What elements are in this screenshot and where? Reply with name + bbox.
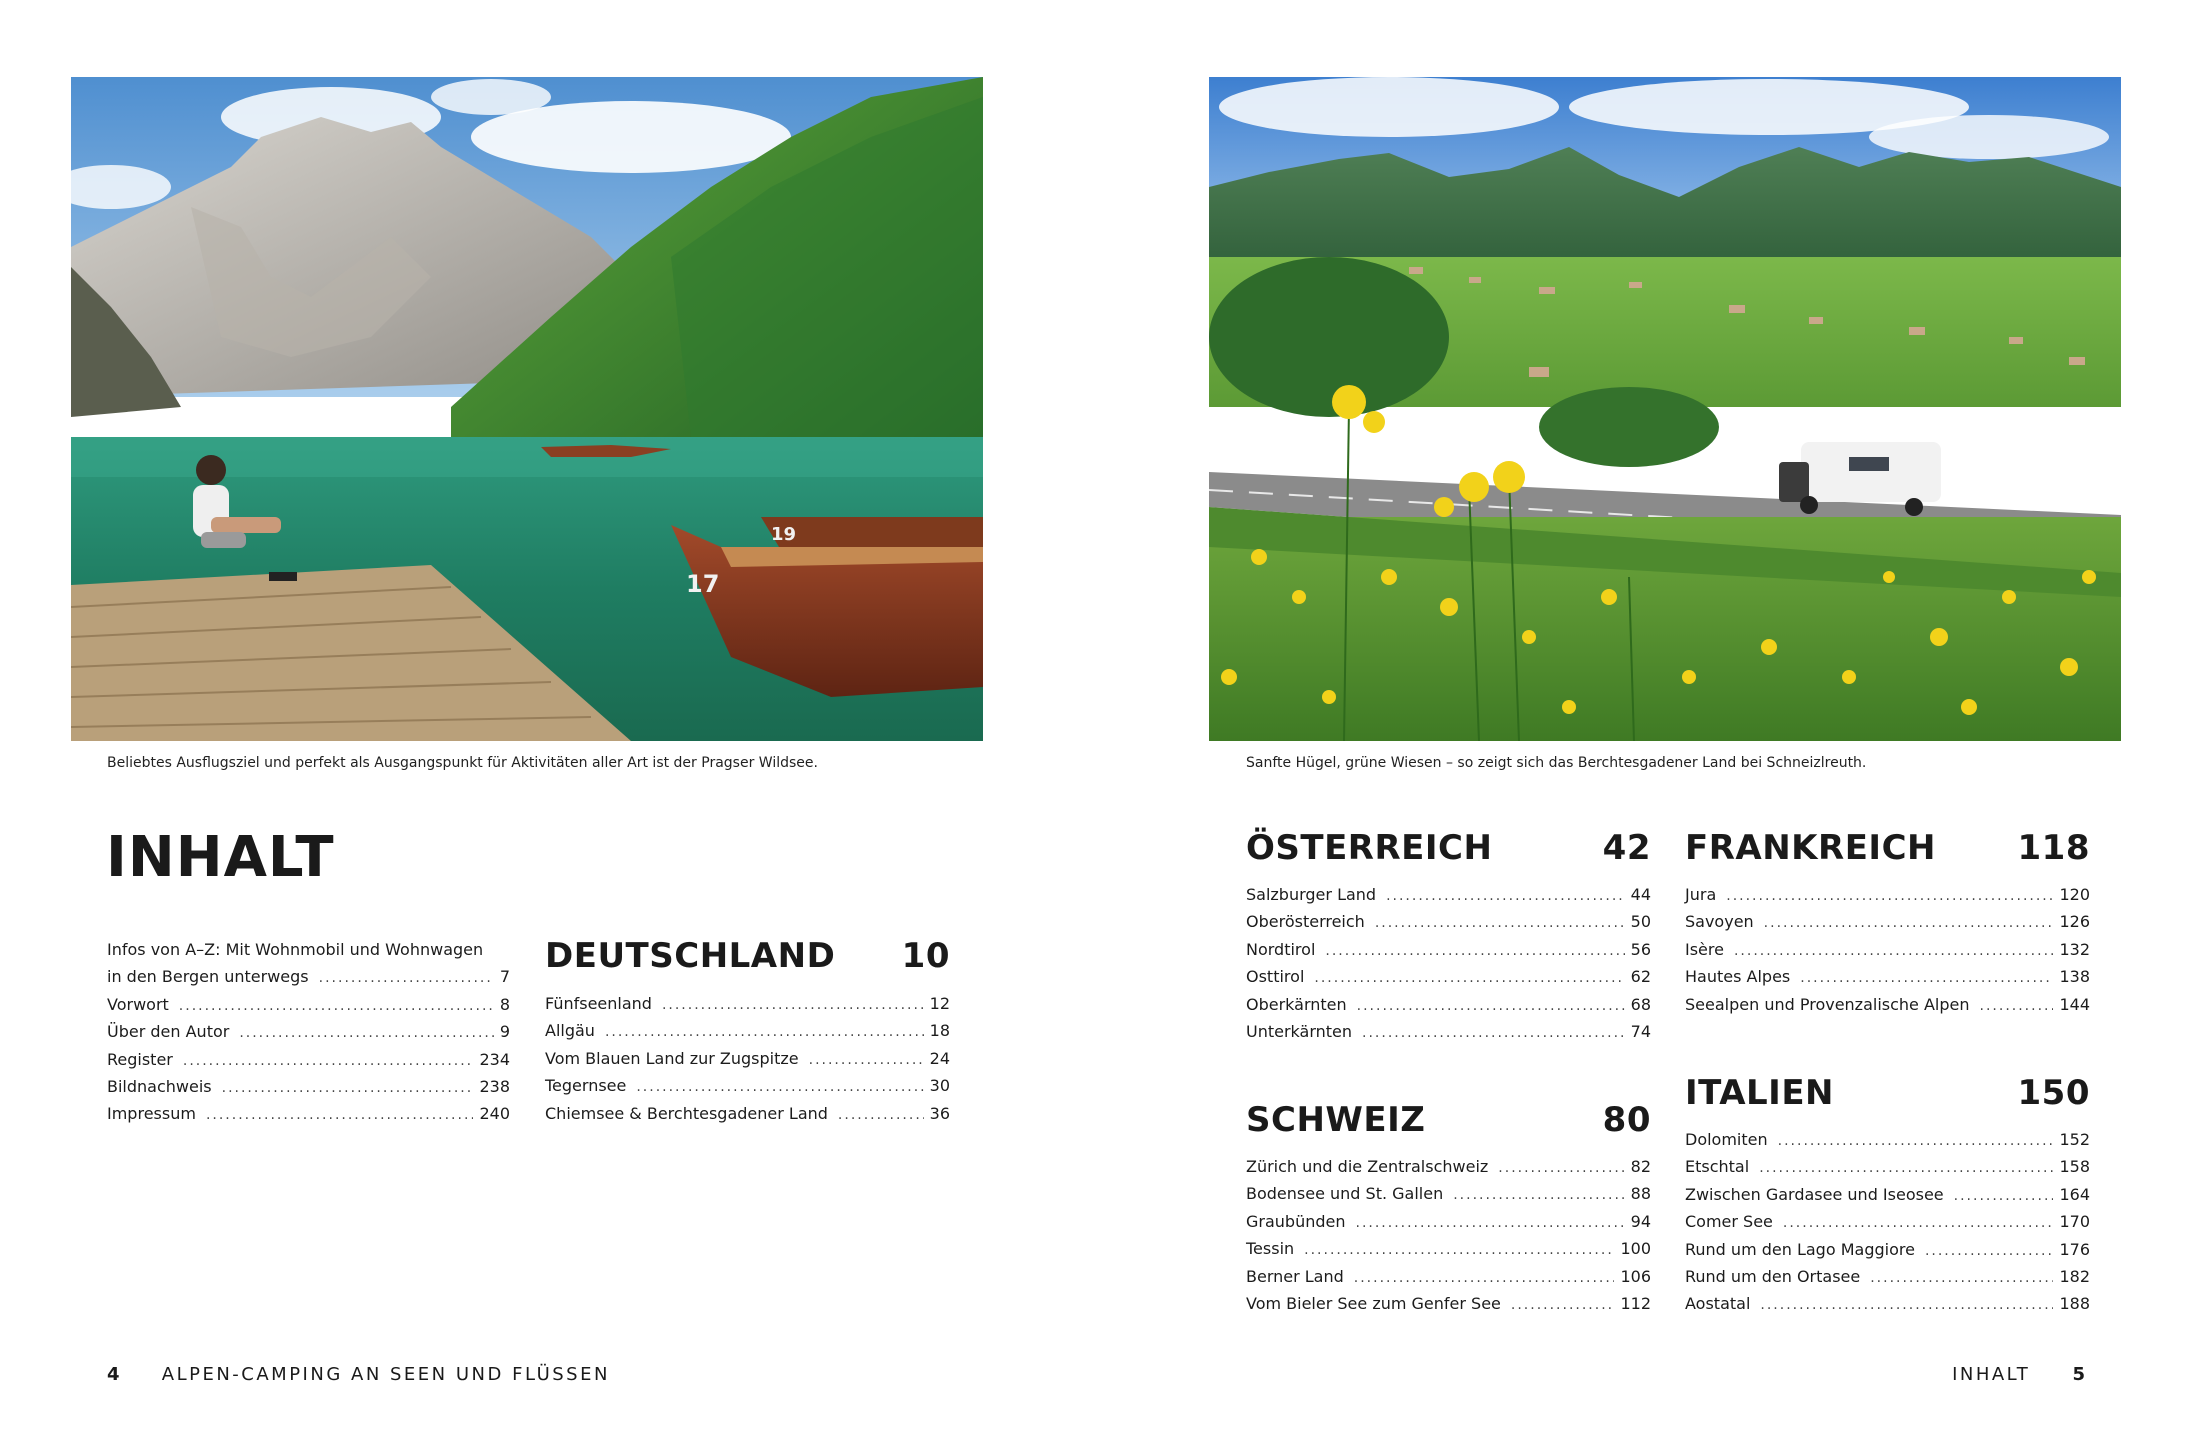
leader-dots bbox=[1362, 1025, 1625, 1041]
leader-dots bbox=[1453, 1187, 1624, 1203]
leader-dots bbox=[1870, 1270, 2053, 1286]
toc-entry-page: 240 bbox=[479, 1104, 510, 1124]
left-caption: Beliebtes Ausflugsziel und perfekt als Ausgangspunkt für Aktivitäten aller Art ist der Pragser Wildsee. bbox=[107, 755, 818, 771]
leader-dots bbox=[1325, 943, 1624, 959]
italien-toc-list bbox=[1685, 1130, 2090, 1322]
running-title: ALPEN-CAMPING AN SEEN UND FLÜSSEN bbox=[161, 1364, 610, 1385]
section-page: 80 bbox=[1602, 1100, 1651, 1140]
schweiz-toc-list bbox=[1246, 1157, 1651, 1321]
leader-dots bbox=[1800, 970, 2053, 986]
toc-entry-page: 170 bbox=[2059, 1212, 2090, 1232]
toc-entry-page: 234 bbox=[479, 1049, 510, 1069]
toc-entry-label: Tegernsee bbox=[545, 1076, 627, 1096]
toc-entry-label: Osttirol bbox=[1246, 967, 1305, 987]
leader-dots bbox=[1314, 970, 1624, 986]
toc-entry-label: Register bbox=[107, 1049, 173, 1069]
frankreich-toc-list bbox=[1685, 885, 2090, 1022]
toc-entry-page: 30 bbox=[929, 1076, 950, 1096]
toc-entry-label: Vom Blauen Land zur Zugspitze bbox=[545, 1048, 799, 1068]
toc-entry-page: 9 bbox=[499, 1022, 510, 1042]
toc-entry-label: Vom Bieler See zum Genfer See bbox=[1246, 1293, 1501, 1313]
toc-entry[interactable] bbox=[1685, 1212, 2090, 1239]
leader-dots bbox=[1375, 915, 1625, 931]
toc-entry[interactable] bbox=[1246, 1022, 1651, 1049]
leader-dots bbox=[1954, 1188, 2054, 1204]
right-page-footer bbox=[1952, 1364, 2085, 1385]
leader-dots bbox=[1357, 998, 1625, 1014]
toc-entry-page: 94 bbox=[1630, 1211, 1651, 1231]
toc-entry-page: 126 bbox=[2059, 912, 2090, 932]
toc-entry[interactable] bbox=[1246, 1267, 1651, 1294]
toc-entry-label: Fünfseenland bbox=[545, 994, 652, 1013]
toc-entry-page: 158 bbox=[2059, 1157, 2090, 1177]
toc-entry-page: 7 bbox=[499, 967, 510, 987]
toc-entry-page: 44 bbox=[1630, 885, 1651, 904]
toc-entry-page: 182 bbox=[2059, 1266, 2090, 1286]
toc-entry-page: 56 bbox=[1630, 939, 1651, 959]
toc-entry-label: Über den Autor bbox=[107, 1022, 230, 1042]
section-page: 150 bbox=[2017, 1073, 2090, 1113]
toc-entry-page: 12 bbox=[929, 994, 950, 1013]
toc-entry-label: Rund um den Ortasee bbox=[1685, 1266, 1861, 1286]
toc-entry-label: Oberkärnten bbox=[1246, 994, 1347, 1014]
section-title: DEUTSCHLAND bbox=[545, 936, 836, 976]
toc-entry-label: Seealpen und Provenzalische Alpen bbox=[1685, 994, 1970, 1014]
toc-entry-page: 50 bbox=[1630, 912, 1651, 932]
toc-entry-label: Bildnachweis bbox=[107, 1076, 212, 1096]
leader-dots bbox=[206, 1107, 474, 1123]
intro-toc-list bbox=[107, 940, 510, 1132]
boat-number-back: 19 bbox=[771, 524, 797, 545]
toc-entry-label: Vorwort bbox=[107, 994, 169, 1014]
leader-dots bbox=[1354, 1270, 1615, 1286]
section-heading-oesterreich[interactable] bbox=[1246, 828, 1651, 868]
leader-dots bbox=[1386, 888, 1625, 904]
toc-entry[interactable] bbox=[1685, 912, 2090, 939]
toc-entry-page: 62 bbox=[1630, 967, 1651, 987]
toc-entry-label: in den Bergen unterwegs bbox=[107, 967, 309, 987]
section-page: 118 bbox=[2017, 828, 2090, 868]
toc-entry[interactable] bbox=[1685, 1267, 2090, 1294]
toc-entry[interactable] bbox=[545, 1104, 950, 1131]
toc-entry[interactable] bbox=[107, 967, 510, 994]
toc-entry[interactable] bbox=[1246, 967, 1651, 994]
section-page: 10 bbox=[901, 936, 950, 976]
toc-entry[interactable] bbox=[107, 1104, 510, 1131]
toc-entry-label: Nordtirol bbox=[1246, 939, 1316, 959]
leader-dots bbox=[605, 1024, 924, 1040]
leader-dots bbox=[1304, 1242, 1614, 1258]
leader-dots bbox=[319, 970, 494, 986]
toc-entry[interactable] bbox=[545, 1049, 950, 1076]
toc-entry-label: Comer See bbox=[1685, 1212, 1773, 1232]
boat-number-front: 17 bbox=[686, 570, 720, 598]
toc-entry[interactable] bbox=[1246, 940, 1651, 967]
toc-entry-label: Salzburger Land bbox=[1246, 885, 1377, 904]
toc-entry[interactable] bbox=[1685, 885, 2090, 912]
oesterreich-toc-list bbox=[1246, 885, 1651, 1049]
toc-entry-label: Etschtal bbox=[1685, 1157, 1750, 1177]
toc-entry-page: 144 bbox=[2059, 994, 2090, 1014]
toc-entry[interactable] bbox=[107, 1050, 510, 1077]
leader-dots bbox=[1759, 1160, 2053, 1176]
leader-dots bbox=[1498, 1160, 1624, 1176]
toc-entry-label: Zürich und die Zentralschweiz bbox=[1246, 1157, 1489, 1176]
toc-entry-page: 176 bbox=[2059, 1239, 2090, 1259]
toc-entry[interactable] bbox=[1246, 1157, 1651, 1184]
toc-entry[interactable] bbox=[1685, 995, 2090, 1022]
leader-dots bbox=[662, 997, 924, 1013]
leader-dots bbox=[1511, 1297, 1615, 1313]
toc-entry-page: 152 bbox=[2059, 1130, 2090, 1149]
toc-entry-label: Hautes Alpes bbox=[1685, 967, 1791, 987]
section-title: FRANKREICH bbox=[1685, 828, 1936, 868]
toc-entry-page: 100 bbox=[1620, 1239, 1651, 1259]
leader-dots bbox=[809, 1052, 924, 1068]
leader-dots bbox=[239, 1025, 493, 1041]
toc-entry[interactable] bbox=[1246, 1239, 1651, 1266]
toc-entry-page: 138 bbox=[2059, 967, 2090, 987]
toc-entry-label: Tessin bbox=[1246, 1239, 1295, 1259]
toc-entry-page: 24 bbox=[929, 1048, 950, 1068]
toc-entry-page: 132 bbox=[2059, 939, 2090, 959]
toc-entry[interactable] bbox=[1685, 967, 2090, 994]
meadow-photo bbox=[1209, 77, 2121, 741]
toc-entry-page: 120 bbox=[2059, 885, 2090, 904]
leader-dots bbox=[179, 998, 494, 1014]
toc-entry-page: 8 bbox=[499, 994, 510, 1014]
toc-entry[interactable] bbox=[1685, 1294, 2090, 1321]
toc-entry-label: Isère bbox=[1685, 939, 1724, 959]
toc-entry[interactable] bbox=[1246, 1184, 1651, 1211]
toc-entry-page: 68 bbox=[1630, 994, 1651, 1014]
leader-dots bbox=[1783, 1215, 2054, 1231]
toc-entry[interactable] bbox=[1246, 1294, 1651, 1321]
toc-entry-label: Graubünden bbox=[1246, 1211, 1346, 1231]
leader-dots bbox=[183, 1053, 474, 1069]
leader-dots bbox=[1778, 1133, 2054, 1149]
page-number: 5 bbox=[2072, 1364, 2085, 1385]
toc-entry-page: 188 bbox=[2059, 1294, 2090, 1314]
running-title: INHALT bbox=[1952, 1364, 2031, 1385]
leader-dots bbox=[1980, 998, 2054, 1014]
toc-entry-label: Oberösterreich bbox=[1246, 912, 1365, 932]
toc-entry-label: Allgäu bbox=[545, 1021, 595, 1041]
toc-entry-label: Aostatal bbox=[1685, 1294, 1751, 1314]
toc-entry-label: Bodensee und St. Gallen bbox=[1246, 1184, 1444, 1204]
section-heading-schweiz[interactable] bbox=[1246, 1100, 1651, 1140]
leader-dots bbox=[1356, 1215, 1625, 1231]
toc-entry[interactable] bbox=[545, 1021, 950, 1048]
leader-dots bbox=[1726, 888, 2053, 904]
section-title: SCHWEIZ bbox=[1246, 1100, 1426, 1140]
toc-entry[interactable] bbox=[1246, 995, 1651, 1022]
section-title: ITALIEN bbox=[1685, 1073, 1835, 1113]
toc-entry[interactable] bbox=[1246, 1212, 1651, 1239]
section-heading-frankreich[interactable] bbox=[1685, 828, 2090, 868]
toc-entry[interactable] bbox=[545, 1076, 950, 1103]
toc-entry[interactable] bbox=[107, 995, 510, 1022]
section-heading-italien[interactable] bbox=[1685, 1073, 2090, 1113]
toc-entry-page: 88 bbox=[1630, 1184, 1651, 1204]
leader-dots bbox=[1925, 1243, 2054, 1259]
toc-entry-label: Unterkärnten bbox=[1246, 1021, 1353, 1041]
toc-entry-page: 82 bbox=[1630, 1157, 1651, 1176]
toc-entry-wrap-line bbox=[107, 940, 510, 967]
toc-entry-label: Chiemsee & Berchtesgadener Land bbox=[545, 1103, 828, 1123]
right-caption: Sanfte Hügel, grüne Wiesen – so zeigt sich das Berchtesgadener Land bei Schneizlreuth. bbox=[1246, 755, 1867, 771]
toc-entry-label: Jura bbox=[1685, 885, 1717, 904]
toc-entry[interactable] bbox=[1685, 940, 2090, 967]
deutschland-toc-list bbox=[545, 994, 950, 1131]
toc-entry[interactable] bbox=[107, 1022, 510, 1049]
toc-entry-label: Dolomiten bbox=[1685, 1130, 1768, 1149]
leader-dots bbox=[1760, 1297, 2053, 1313]
toc-entry[interactable] bbox=[1685, 1185, 2090, 1212]
leader-dots bbox=[1734, 943, 2053, 959]
toc-entry-label: Berner Land bbox=[1246, 1266, 1344, 1286]
toc-entry-page: 112 bbox=[1620, 1293, 1651, 1313]
toc-entry-label: Zwischen Gardasee und Iseosee bbox=[1685, 1184, 1944, 1204]
section-page: 42 bbox=[1602, 828, 1651, 868]
toc-entry-label: Savoyen bbox=[1685, 912, 1754, 932]
toc-entry[interactable] bbox=[1246, 912, 1651, 939]
toc-entry[interactable] bbox=[107, 1077, 510, 1104]
leader-dots bbox=[636, 1079, 923, 1095]
page-title: INHALT bbox=[106, 825, 335, 890]
lake-photo bbox=[71, 77, 983, 741]
leader-dots bbox=[838, 1107, 924, 1123]
section-title: ÖSTERREICH bbox=[1246, 828, 1493, 868]
toc-entry-page: 36 bbox=[929, 1103, 950, 1123]
toc-entry[interactable] bbox=[1685, 1130, 2090, 1157]
toc-entry-page: 74 bbox=[1630, 1021, 1651, 1041]
toc-entry-page: 238 bbox=[479, 1076, 510, 1096]
toc-entry-label: Rund um den Lago Maggiore bbox=[1685, 1239, 1915, 1259]
left-page-footer bbox=[107, 1364, 610, 1385]
toc-entry[interactable] bbox=[1685, 1240, 2090, 1267]
leader-dots bbox=[1764, 915, 2054, 931]
toc-entry-page: 106 bbox=[1620, 1266, 1651, 1286]
toc-entry[interactable] bbox=[1246, 885, 1651, 912]
toc-entry-page: 18 bbox=[929, 1021, 950, 1041]
toc-entry-label: Infos von A–Z: Mit Wohnmobil und Wohnwagen bbox=[107, 940, 484, 959]
toc-entry[interactable] bbox=[545, 994, 950, 1021]
toc-entry-page: 164 bbox=[2059, 1184, 2090, 1204]
toc-entry-label: Impressum bbox=[107, 1104, 196, 1124]
section-heading-deutschland[interactable] bbox=[545, 936, 950, 976]
toc-entry[interactable] bbox=[1685, 1157, 2090, 1184]
page-number: 4 bbox=[107, 1364, 120, 1385]
leader-dots bbox=[222, 1080, 474, 1096]
